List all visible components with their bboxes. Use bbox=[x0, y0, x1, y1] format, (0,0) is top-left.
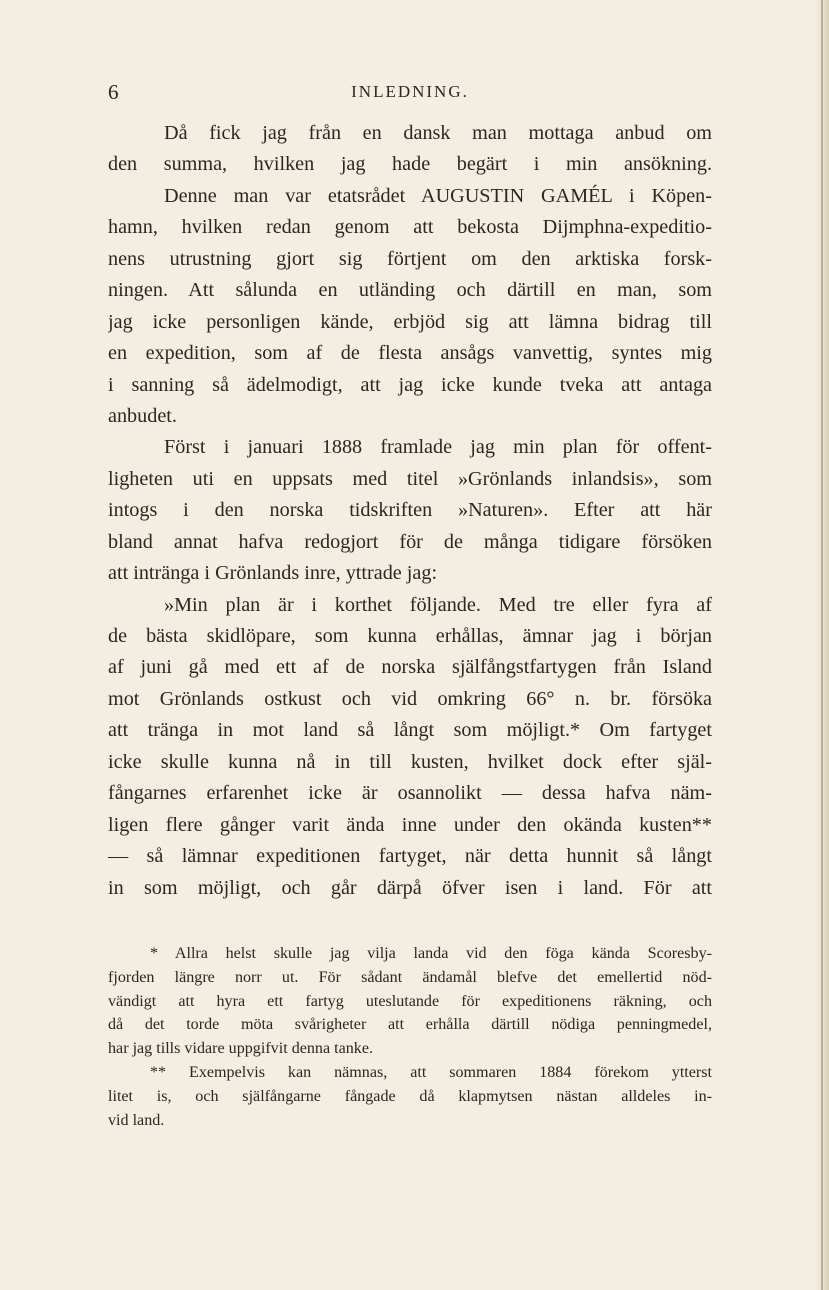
text-line: »Min plan är i korthet följande. Med tre eller fyra af bbox=[164, 593, 712, 616]
text-line: — så lämnar expeditionen fartyget, när detta hunnit så långt bbox=[108, 845, 712, 868]
text-line: i sanning så ädelmodigt, att jag icke kunde tveka att antaga bbox=[108, 373, 712, 396]
text-line: jag icke personligen kände, erbjöd sig att lämna bidrag till bbox=[108, 310, 712, 333]
footnote-line: ** Exempelvis kan nämnas, att sommaren 1884 förekom ytterst bbox=[150, 1063, 712, 1081]
text-line: icke skulle kunna nå in till kusten, hvilket dock efter själ- bbox=[108, 750, 712, 773]
text-line: Först i januari 1888 framlade jag min plan för offent- bbox=[164, 436, 712, 459]
page-edge-line bbox=[821, 0, 823, 1290]
text-line: den summa, hvilken jag hade begärt i min ansökning. bbox=[108, 153, 712, 176]
text-line: af juni gå med ett af de norska själfångstfartygen från Island bbox=[108, 656, 712, 679]
text-line: Då fick jag från en dansk man mottaga anbud om bbox=[164, 122, 712, 144]
text-line: nens utrustning gjort sig förtjent om den arktiska forsk- bbox=[108, 247, 712, 270]
text-line: en expedition, som af de flesta ansågs vanvettig, syntes mig bbox=[108, 342, 712, 365]
footnote-line: * Allra helst skulle jag vilja landa vid den föga kända Scoresby- bbox=[150, 945, 712, 962]
text-line: Denne man var etatsrådet AUGUSTIN GAMÉL i Köpen- bbox=[164, 184, 712, 207]
footnote-line: vid land. bbox=[108, 1111, 165, 1129]
footnotes bbox=[108, 942, 712, 1132]
text-line: in som möjligt, och går därpå öfver isen i land. För att bbox=[108, 876, 712, 899]
footnote-line: vändigt att hyra ett fartyg uteslutande för expeditionens räkning, och bbox=[108, 992, 712, 1010]
text-line: hamn, hvilken redan genom att bekosta Dijmphna-expeditio- bbox=[108, 216, 712, 239]
text-line: de bästa skidlöpare, som kunna erhållas, ämnar jag i början bbox=[108, 625, 712, 647]
text-line: bland annat hafva redogjort för de många tidigare försöken bbox=[108, 530, 712, 553]
text-line: att tränga in mot land så långt som möjligt.* Om fartyget bbox=[108, 719, 712, 742]
page-header bbox=[108, 80, 712, 110]
footnote-line: har jag tills vidare uppgifvit denna tanke. bbox=[108, 1040, 374, 1058]
footnote-line: fjorden längre norr ut. För sådant ändamål blefve det emellertid nöd- bbox=[108, 968, 712, 986]
text-line: ligheten uti en uppsats med titel »Grönlands inlandsis», som bbox=[108, 467, 712, 490]
running-head: INLEDNING. bbox=[351, 82, 469, 101]
text-line: anbudet. bbox=[108, 404, 177, 427]
text-line: ligen flere gånger varit ända inne under den okända kusten** bbox=[108, 813, 712, 836]
page-number: 6 bbox=[108, 80, 119, 104]
body-text bbox=[108, 118, 712, 904]
text-line: fångarnes erfarenhet icke är osannolikt — dessa hafva näm- bbox=[108, 782, 712, 805]
text-line: mot Grönlands ostkust och vid omkring 66° n. br. försöka bbox=[108, 687, 712, 710]
footnote-line: då det torde möta svårigheter att erhålla därtill nödiga penningmedel, bbox=[108, 1016, 712, 1034]
text-line: intogs i den norska tidskriften »Naturen». Efter att här bbox=[108, 499, 712, 522]
footnote-line: litet is, och själfångarne fångade då klapmytsen nästan alldeles in- bbox=[108, 1087, 712, 1105]
text-line: ningen. Att sålunda en utländing och därtill en man, som bbox=[108, 279, 712, 302]
text-line: att intränga i Grönlands inre, yttrade jag: bbox=[108, 562, 438, 585]
